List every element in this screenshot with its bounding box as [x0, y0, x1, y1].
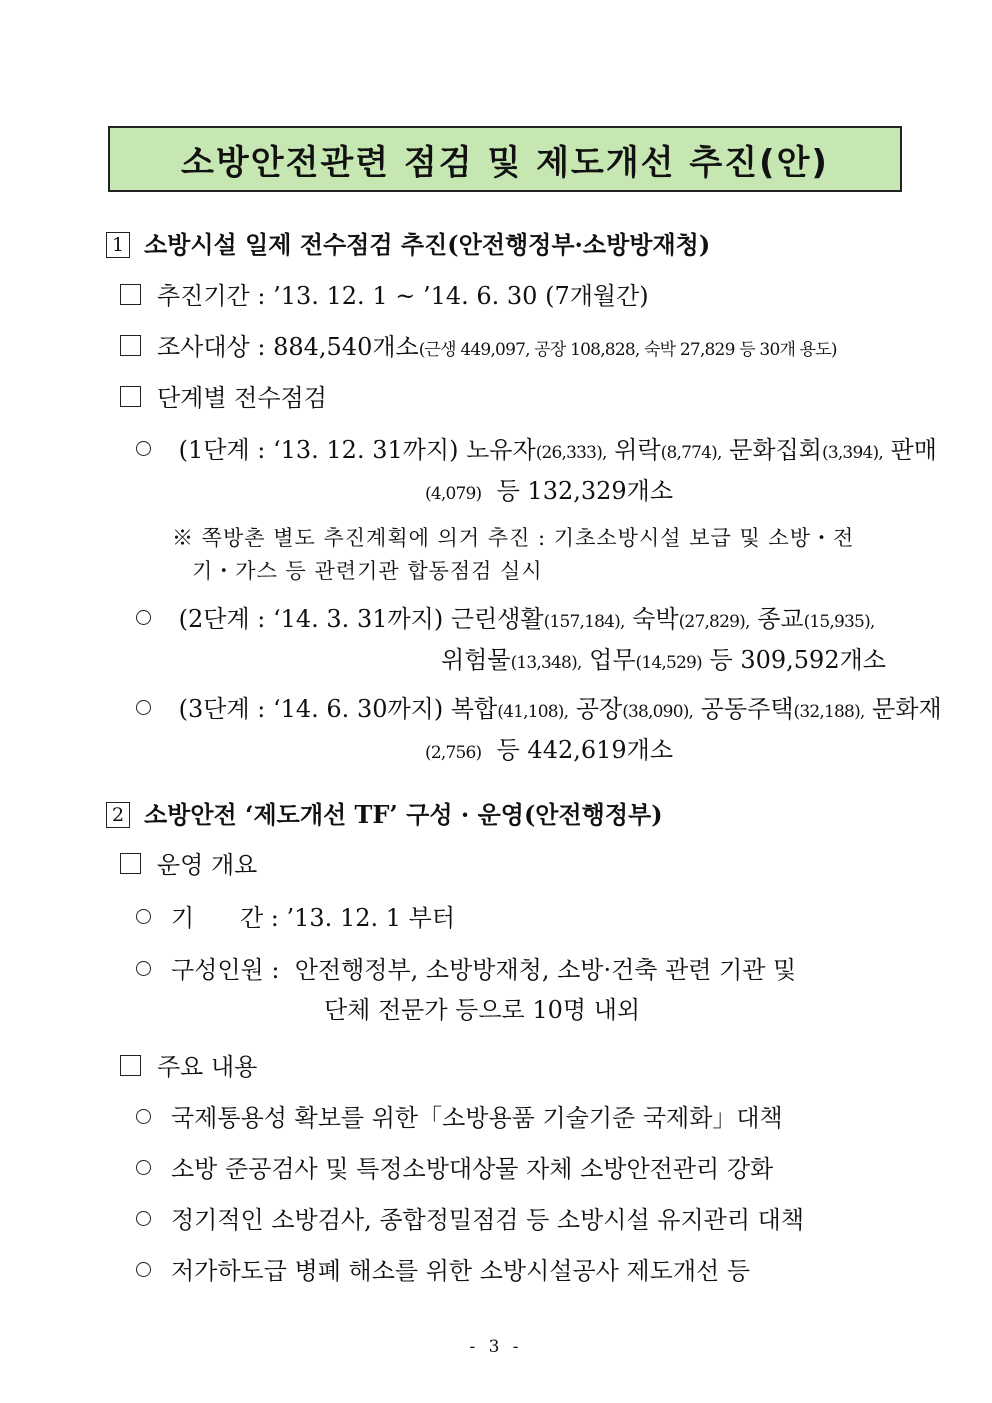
target-label: 조사대상 :: [157, 333, 266, 361]
stage-1-item: 문화집회: [729, 436, 822, 464]
stage-2-count: (15,935),: [803, 612, 875, 632]
note-line-2: 기・가스 등 관련기관 합동점검 실시: [192, 559, 543, 583]
bullet-circle-icon: [136, 1211, 151, 1226]
members-line: [136, 955, 796, 985]
stage-2-item: 업무: [589, 646, 636, 674]
content-item-text: 소방 준공검사 및 특정소방대상물 자체 소방안전관리 강화: [171, 1155, 774, 1183]
section-number-2: 2: [106, 802, 130, 828]
section-1-title: 소방시설 일제 전수점검 추진(안전행정부·소방방재청): [144, 230, 711, 259]
checkbox-square-icon: [120, 335, 141, 356]
stage-1-count: (4,079): [425, 484, 482, 504]
bullet-circle-icon: [136, 1262, 151, 1277]
checkbox-square-icon: [120, 853, 141, 874]
stages-line: [120, 383, 327, 413]
stage-2-count: (14,529): [635, 653, 702, 673]
content-item: [136, 1103, 783, 1133]
page-number: - 3 -: [469, 1337, 523, 1357]
overview-line: [120, 850, 257, 880]
target-value: 884,540개소: [273, 333, 419, 361]
stage-2-count: (157,184),: [543, 612, 625, 632]
stage-1-total-line: [425, 476, 673, 509]
bullet-circle-icon: [136, 1160, 151, 1175]
content-label: 주요 내용: [157, 1053, 258, 1081]
period-value: ’13. 12. 1 ~ ’14. 6. 30 (7개월간): [273, 282, 649, 310]
bullet-circle-icon: [136, 961, 151, 976]
stage-1-total: 등 132,329개소: [496, 477, 674, 505]
stage-3-count: (32,188),: [793, 702, 865, 722]
overview-label: 운영 개요: [157, 851, 258, 879]
period-label: 추진기간 :: [157, 282, 266, 310]
stage-3-item: 공동주택: [700, 695, 794, 723]
stage-3-count: (41,108),: [497, 702, 569, 722]
section-number-1: 1: [106, 232, 130, 258]
stage-3-total: 등 442,619개소: [496, 736, 674, 764]
content-item: [136, 1256, 750, 1286]
stage-1-count: (3,394),: [821, 443, 883, 463]
tf-period-label-2: 간 :: [239, 904, 279, 932]
stage-3-total-line: [425, 735, 673, 768]
tf-period-line: [136, 903, 455, 933]
checkbox-square-icon: [120, 386, 141, 407]
stage-2-count: (13,348),: [510, 653, 582, 673]
stage-2-item: 숙박: [632, 605, 679, 633]
members-value-1: 안전행정부, 소방방재청, 소방·건축 관련 기관 및: [294, 956, 797, 984]
stage-1-item: 판매: [890, 436, 937, 464]
stage-2-period: (2단계 : ‘14. 3. 31까지): [178, 605, 444, 633]
content-item-text: 저가하도급 병폐 해소를 위한 소방시설공사 제도개선 등: [171, 1257, 751, 1285]
content-item: [136, 1205, 804, 1235]
stage-2-line: [136, 604, 875, 637]
bullet-circle-icon: [136, 909, 151, 924]
stage-3-count: (38,090),: [622, 702, 694, 722]
stage-3-count: (2,756): [425, 743, 482, 763]
stage-1-period: (1단계 : ‘13. 12. 31까지): [178, 436, 459, 464]
tf-period-value: ’13. 12. 1 부터: [286, 904, 456, 932]
stage-1-item: 노유자: [466, 436, 536, 464]
stages-label: 단계별 전수점검: [157, 384, 327, 412]
bullet-circle-icon: [136, 700, 151, 715]
members-label: 구성인원 :: [171, 956, 280, 984]
content-item-text: 정기적인 소방검사, 종합정밀점검 등 소방시설 유지관리 대책: [171, 1206, 805, 1234]
document-title: 소방안전관련 점검 및 제도개선 추진(안): [108, 126, 902, 192]
stage-3-period: (3단계 : ‘14. 6. 30까지): [178, 695, 444, 723]
bullet-circle-icon: [136, 1109, 151, 1124]
stage-1-item: 위락: [614, 436, 661, 464]
section-2-heading: [106, 800, 663, 830]
members-value-2: 단체 전문가 등으로 10명 내외: [324, 996, 641, 1024]
stage-1-line: [136, 435, 937, 468]
stage-2-item: 종교: [757, 605, 804, 633]
stage-2-item: 근린생활: [450, 605, 544, 633]
content-item: [136, 1154, 773, 1184]
stage-2-cont-line: [441, 645, 886, 678]
target-line: [120, 332, 837, 365]
stage-2-count: (27,829),: [678, 612, 750, 632]
content-item-text: 국제통용성 확보를 위한「소방용품 기술기준 국제화」대책: [171, 1104, 783, 1132]
bullet-circle-icon: [136, 441, 151, 456]
stage-3-item: 공장: [575, 695, 623, 723]
stage-1-count: (8,774),: [660, 443, 722, 463]
section-2-title: 소방안전 ‘제도개선 TF’ 구성 · 운영(안전행정부): [144, 800, 663, 829]
checkbox-square-icon: [120, 1055, 141, 1076]
bullet-circle-icon: [136, 610, 151, 625]
stage-2-item: 위험물: [441, 646, 511, 674]
content-line: [120, 1052, 257, 1082]
stage-3-line: [136, 694, 942, 727]
stage-1-count: (26,333),: [535, 443, 607, 463]
period-line: [120, 281, 649, 311]
note-line-1: ※ 쪽방촌 별도 추진계획에 의거 추진 : 기초소방시설 보급 및 소방・전: [172, 526, 855, 550]
checkbox-square-icon: [120, 284, 141, 305]
stage-3-item: 복합: [450, 695, 498, 723]
tf-period-label: 기: [171, 904, 195, 932]
stage-2-total: 등 309,592개소: [709, 646, 886, 674]
target-detail: (근생 449,097, 공장 108,828, 숙박 27,829 등 30개 용도): [418, 340, 837, 360]
stage-3-item: 문화재: [872, 695, 942, 723]
section-1-heading: [106, 230, 710, 260]
